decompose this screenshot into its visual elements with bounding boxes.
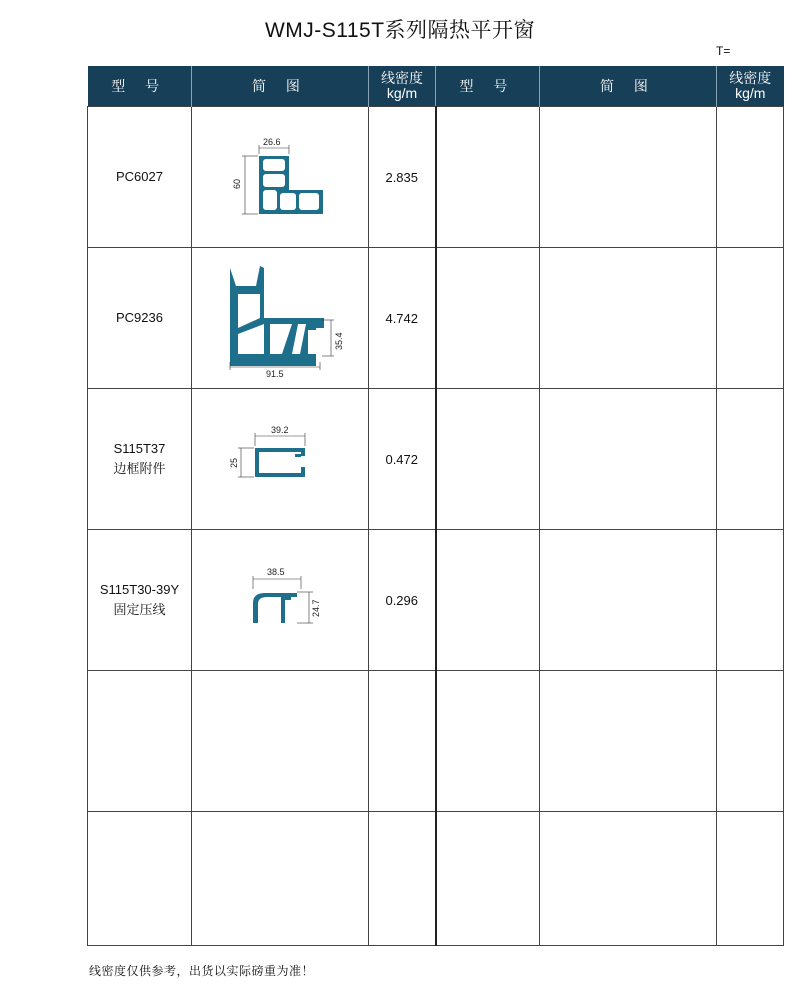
- header-density-label-right: 线密度: [729, 70, 772, 87]
- empty-cell: [88, 812, 192, 946]
- empty-cell: [436, 389, 540, 530]
- header-model: 型 号: [88, 66, 192, 107]
- empty-cell: [192, 812, 369, 946]
- model-desc: 边框附件: [113, 461, 166, 476]
- header-sketch-right: 简 图: [540, 66, 717, 107]
- dim-height: 24.7: [311, 599, 321, 617]
- model-cell: [88, 389, 192, 530]
- empty-cell: [540, 389, 717, 530]
- dim-width: 26.6: [263, 137, 281, 147]
- empty-cell: [192, 671, 369, 812]
- model-cell: [88, 530, 192, 671]
- model-cell: [88, 107, 192, 248]
- empty-cell: [717, 530, 784, 671]
- sketch-cell: [192, 248, 369, 389]
- dim-height: 25: [229, 457, 239, 468]
- density-cell: 4.742: [369, 248, 436, 389]
- density-cell: 2.835: [369, 107, 436, 248]
- empty-cell: [717, 248, 784, 389]
- table-row: [88, 530, 784, 671]
- profile-s115t37-icon: [225, 424, 335, 494]
- page-title: WMJ-S115T系列隔热平开窗: [264, 19, 536, 42]
- model-desc: 固定压线: [113, 602, 166, 617]
- sketch-cell: [192, 530, 369, 671]
- empty-cell: [717, 671, 784, 812]
- dim-width: 39.2: [271, 425, 289, 435]
- empty-cell: [540, 530, 717, 671]
- model-code: S115T37: [113, 441, 166, 456]
- profile-table: [87, 66, 784, 946]
- empty-cell: [717, 389, 784, 530]
- header-model-right: 型 号: [436, 66, 540, 107]
- empty-cell: [436, 248, 540, 389]
- model-code: S115T30-39Y: [99, 582, 180, 597]
- empty-cell: [88, 671, 192, 812]
- dim-width: 38.5: [267, 567, 285, 577]
- empty-cell: [717, 107, 784, 248]
- empty-cell: [436, 530, 540, 671]
- header-sketch: 简 图: [192, 66, 369, 107]
- table-row: [88, 248, 784, 389]
- empty-cell: [369, 671, 436, 812]
- model-code: PC9236: [116, 310, 163, 325]
- sketch-cell: [192, 107, 369, 248]
- empty-cell: [436, 812, 540, 946]
- table-row: [88, 107, 784, 248]
- header-density-unit-right: kg/m: [735, 85, 766, 101]
- header-density: [369, 66, 436, 107]
- header-density-right: [717, 66, 784, 107]
- dim-height: 60: [232, 178, 242, 189]
- density-cell: 0.472: [369, 389, 436, 530]
- profile-pc6027-icon: [225, 132, 335, 222]
- profile-pc9236-icon: [210, 258, 350, 378]
- table-header-row: [88, 66, 784, 107]
- model-cell: [88, 248, 192, 389]
- footnote: 线密度仅供参考，出货以实际磅重为准！: [89, 964, 315, 978]
- dim-width: 91.5: [266, 369, 284, 378]
- empty-cell: [436, 671, 540, 812]
- table-row: [88, 671, 784, 812]
- t-mark: T=: [716, 44, 731, 58]
- sketch-cell: [192, 389, 369, 530]
- table-row: [88, 389, 784, 530]
- dim-height: 35.4: [334, 332, 344, 350]
- empty-cell: [540, 812, 717, 946]
- header-density-unit: kg/m: [386, 85, 418, 101]
- empty-cell: [540, 248, 717, 389]
- header-density-label: 线密度: [381, 70, 423, 87]
- empty-cell: [436, 107, 540, 248]
- table-row: [88, 812, 784, 946]
- empty-cell: [369, 812, 436, 946]
- profile-s115t30-39y-icon: [225, 565, 335, 635]
- empty-cell: [540, 671, 717, 812]
- empty-cell: [540, 107, 717, 248]
- density-cell: 0.296: [369, 530, 436, 671]
- model-code: PC6027: [116, 169, 163, 184]
- empty-cell: [717, 812, 784, 946]
